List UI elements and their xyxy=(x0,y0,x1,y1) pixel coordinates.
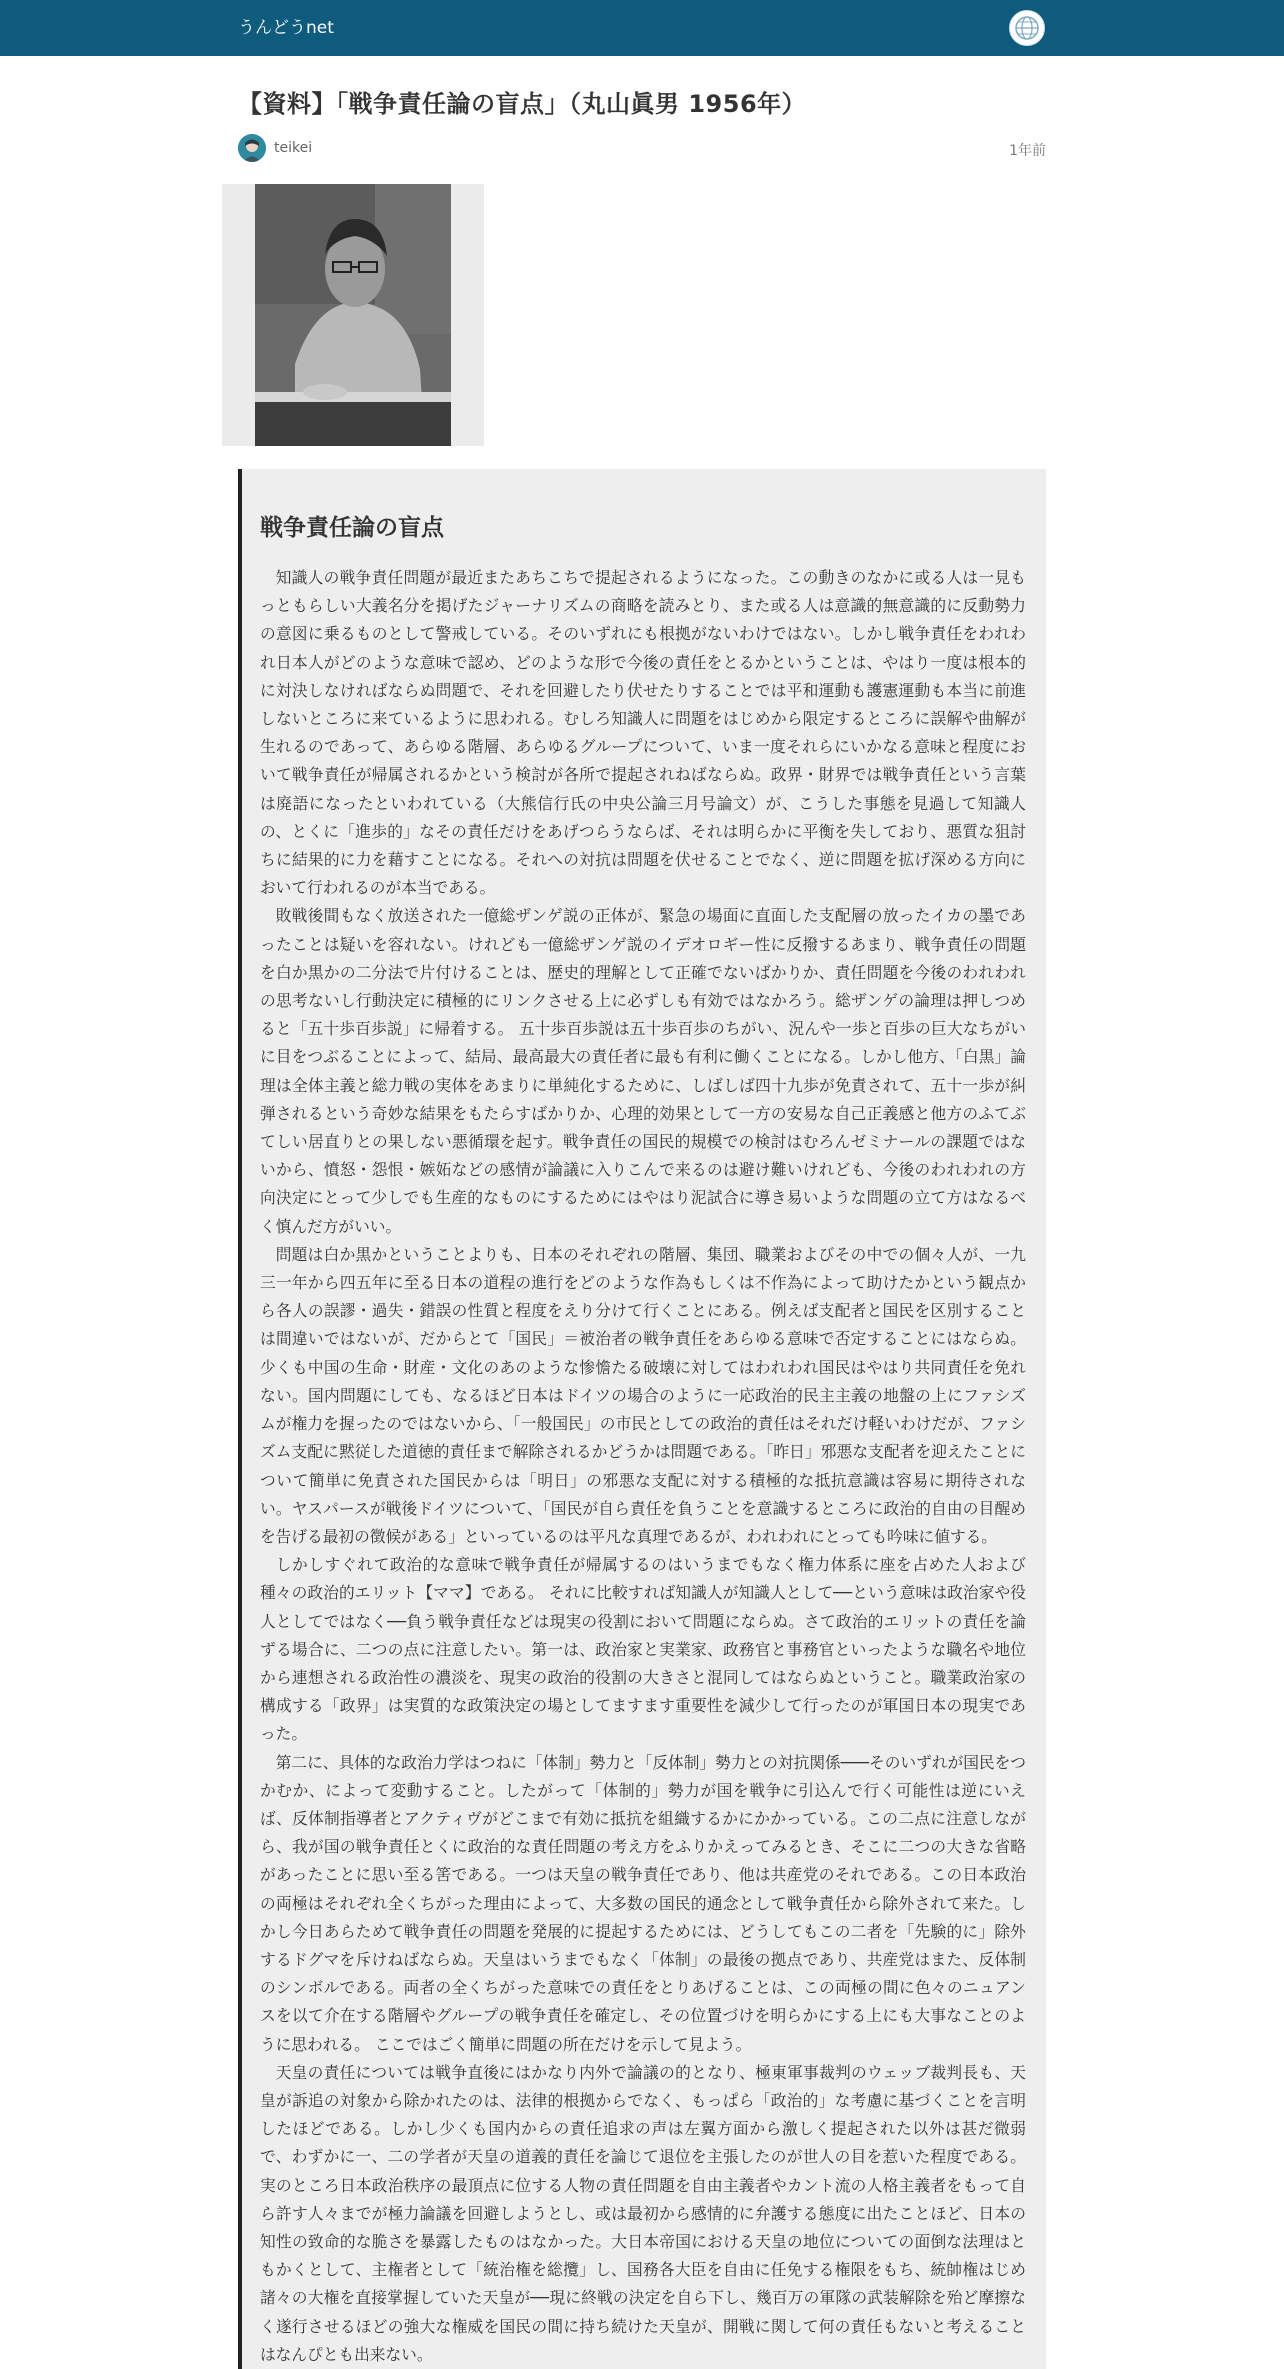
site-name-link[interactable]: うんどうnet xyxy=(238,18,334,38)
article-photo xyxy=(222,184,484,446)
article-paragraph: 第二に、具体的な政治力学はつねに「体制」勢力と「反体制」勢力との対抗関係───そのいずれが国民をつかむか、によって変動すること。したがって「体制的」勢力が国を戦争に引込んで行く可能性は逆にいえば、反体制指導者とアクティヴがどこまで有効に抵抗を組織するかにかかっている。この二点に注意しながら、我が国の戦争責任とくに政治的な責任問題の考え方をふりかえってみるとき、そこに二つの大きな省略があったことに思い至る筈である。一つは天皇の戦争責任であり、他は共産党のそれである。この日本政治の両極はそれぞれ全くちがった理由によって、大多数の国民的通念として戦争責任から除外されて来た。しかし今日あらためて戦争責任の問題を発展的に提起するためには、どうしてもこの二者を「先験的に」除外するドグマを斥けねばならぬ。天皇はいうまでもなく「体制」の最後の拠点であり、共産党はまた、反体制のシンボルである。両者の全くちがった意味での責任をとりあげることは、この両極の間に色々のニュアンスを以て介在する階層やグループの戦争責任を確定し、その位置づけを明らかにする上にも大事なことのように思われる。 ここではごく簡単に問題の所在だけを示して見よう。 xyxy=(260,1752,1026,2054)
post-title: 【資料】「戦争責任論の盲点」（丸山眞男 1956年） xyxy=(238,90,807,118)
portrait-photo xyxy=(255,184,451,446)
site-header xyxy=(0,0,1284,56)
article-paragraph: しかしすぐれて政治的な意味で戦争責任が帰属するのはいうまでもなく権力体系に座を占めた人および種々の政治的エリット【ママ】である。 それに比較すれば知識人が知識人として──という意味は政治家や役人としてではなく──負う戦争責任などは現実の役割において問題にならぬ。さて政治的エリットの責任を論ずる場合に、二つの点に注意したい。第一は、政治家と実業家、政務官と事務官といったような職名や地位から連想される政治性の濃淡を、現実の政治的役割の大きさと混同してはならぬということ。職業政治家の構成する「政界」は実質的な政策決定の場としてますます重要性を減少して行ったのが軍国日本の現実であった。 xyxy=(260,1555,1026,1744)
article-paragraph: 知識人の戦争責任問題が最近またあちこちで提起されるようになった。この動きのなかに或る人は一見もっともらしい大義名分を掲げたジャーナリズムの商略を読みとり、また或る人は意識的無意識的に反動勢力の意図に乗るものとして警戒している。そのいずれにも根拠がないわけではない。しかし戦争責任をわれわれ日本人がどのような意味で認め、どのような形で今後の責任をとるかということは、やはり一度は根本的に対決しなければならぬ問題で、それを回避したり伏せたりすることでは平和運動も護憲運動も本当に前進しないところに来ているように思われる。むしろ知識人に問題をはじめから限定するところに誤解や曲解が生れるのであって、あらゆる階層、あらゆるグループについて、いま一度それらにいかなる意味と程度において戦争責任が帰属されるかという検討が各所で提起されねばならぬ。政界・財界では戦争責任という言葉は廃語になったといわれている（大熊信行氏の中央公論三月号論文）が、こうした事態を見過して知識人の、とくに「進歩的」なその責任だけをあげつらうならば、それは明らかに平衡を失しており、悪質な狙討ちに結果的に力を藉すことになる。それへの対抗は問題を伏せることでなく、逆に問題を拡げ深める方向において行われるのが本当である。 xyxy=(260,568,1026,898)
author-row xyxy=(238,134,1046,164)
author-name[interactable]: teikei xyxy=(274,140,313,156)
article-paragraph: 天皇の責任については戦争直後にはかなり内外で論議の的となり、極東軍事裁判のウェッブ裁判長も、天皇が訴追の対象から除かれたのは、法律的根拠からでなく、もっぱら「政治的」な考慮に基づくことを言明したほどである。しかし少くも国内からの責任追求の声は左翼方面から激しく提起された以外は甚だ微弱で、わずかに一、二の学者が天皇の道義的責任を論じて退位を主張したのが世人の目を惹いた程度である。実のところ日本政治秩序の最頂点に位する人物の責任問題を自由主義者やカント流の人格主義者をもって自ら許す人々までが極力論議を回避しようとし、或は最初から感情的に弁護する態度に出たことほど、日本の知性の致命的な脆さを暴露したものはなかった。大日本帝国における天皇の地位についての面倒な法理はともかくとして、主権者として「統治権を総攬」し、国務各大臣を自由に任免する権限をもち、統帥権はじめ諸々の大権を直接掌握していた天皇が──現に終戦の決定を自ら下し、幾百万の軍隊の武装解除を殆ど摩擦なく遂行させるほどの強大な権威を国民の間に持ち続けた天皇が、開戦に関して何の責任もないと考えることはなんぴとも出来ない。 xyxy=(260,2062,1026,2364)
article-paragraph: 問題は白か黒かということよりも、日本のそれぞれの階層、集団、職業およびその中での個々人が、一九三一年から四五年に至る日本の道程の進行をどのような作為もしくは不作為によって助けたかという観点から各人の誤謬・過失・錯誤の性質と程度をえり分けて行くことにある。例えば支配者と国民を区別することは間違いではないが、だからとて「国民」＝被治者の戦争責任をあらゆる意味で否定することにはならぬ。少くも中国の生命・財産・文化のあのような惨憺たる破壊に対してはわれわれ国民はやはり共同責任を免れない。国内問題にしても、なるほど日本はドイツの場合のように一応政治的民主主義の地盤の上にファシズムが権力を握ったのではないから、「一般国民」の市民としての政治的責任はそれだけ軽いわけだが、ファシズム支配に黙従した道徳的責任まで解除されるかどうかは問題である。「昨日」邪悪な支配者を迎えたことについて簡単に免責された国民からは「明日」の邪悪な支配に対する積極的な抵抗意識は容易に期待されない。ヤスパースが戦後ドイツについて、「国民が自ら責任を負うことを意識するところに政治的自由の目醒めを告げる最初の徴候がある」といっているのは平凡な真理であるが、われわれにとっても吟味に値する。 xyxy=(260,1244,1026,1546)
quoted-article xyxy=(238,469,1046,2369)
article-heading: 戦争責任論の盲点 xyxy=(260,515,444,541)
post-time: 1年前 xyxy=(1009,143,1046,159)
article-paragraph: 敗戦後間もなく放送された一億総ザンゲ説の正体が、緊急の場面に直面した支配層の放ったイカの墨であったことは疑いを容れない。けれども一億総ザンゲ説のイデオロギー性に反撥するあまり、戦争責任の問題を白か黒かの二分法で片付けることは、歴史的理解として正確でないばかりか、責任問題を今後のわれわれの思考ないし行動決定に積極的にリンクさせる上に必ずしも有効ではなかろう。総ザンゲの論理は押しつめると「五十歩百歩説」に帰着する。 五十歩百歩説は五十歩百歩のちがい、況んや一歩と百歩の巨大なちがいに目をつぶることによって、結局、最高最大の責任者に最も有利に働くことになる。しかし他方、「白黒」論理は全体主義と総力戦の実体をあまりに単純化するために、しばしば四十九歩が免責されて、五十一歩が糾弾されるという奇妙な結果をもたらすばかりか、心理的効果として一方の安易な自己正義感と他方のふてぶてしい居直りとの果しない悪循環を起す。戦争責任の国民的規模での検討はむろんゼミナールの課題ではないから、憤怒・怨恨・嫉妬などの感情が論議に入りこんで来るのは避け難いけれども、今後のわれわれの方向決定にとって少しでも生産的なものにするためにはやはり泥試合に導き易いような問題の立て方はなるべく慎んだ方がいい。 xyxy=(260,906,1026,1236)
globe-icon[interactable] xyxy=(1009,10,1045,46)
avatar[interactable] xyxy=(238,134,266,162)
